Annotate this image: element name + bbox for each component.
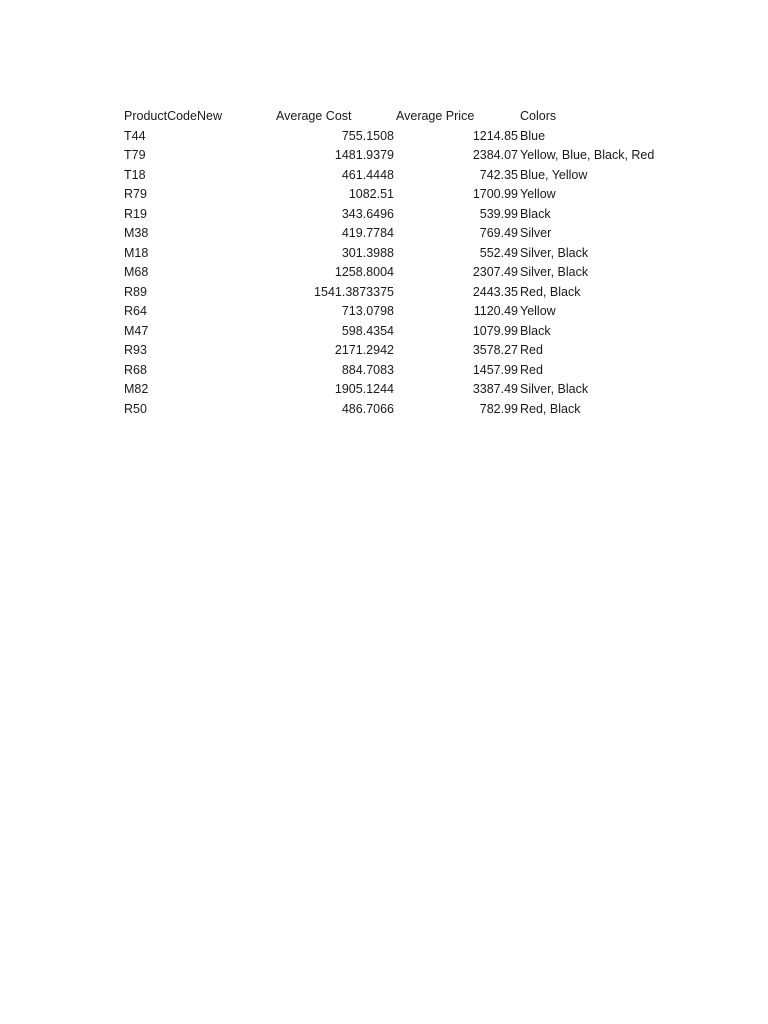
average-cost-cell: 461.4448 xyxy=(341,167,394,182)
header-product-code: ProductCodeNew xyxy=(124,109,222,123)
product-code-cell: T18 xyxy=(124,167,146,182)
product-code-cell: R79 xyxy=(124,187,147,201)
average-price-cell: 2307.49 xyxy=(472,265,518,279)
average-cost-cell: 884.7083 xyxy=(341,362,394,377)
average-cost-cell: 301.3988 xyxy=(341,245,394,260)
header-colors: Colors xyxy=(520,109,557,123)
colors-cell: Silver xyxy=(520,226,552,240)
colors-cell: Black xyxy=(520,323,551,338)
table-row xyxy=(124,205,698,225)
colors-cell: Yellow xyxy=(520,187,556,201)
table-row xyxy=(124,185,698,205)
table-row xyxy=(124,341,698,361)
header-average-cost: Average Cost xyxy=(276,109,352,123)
average-price-cell: 1700.99 xyxy=(472,187,518,201)
table-row xyxy=(124,400,698,420)
product-code-cell: M68 xyxy=(124,265,149,279)
product-code-cell: M38 xyxy=(124,226,149,240)
colors-cell: Blue xyxy=(520,128,546,143)
colors-cell: Yellow, Blue, Black, Red xyxy=(520,148,655,162)
product-code-cell: T44 xyxy=(124,128,146,143)
product-code-cell: T79 xyxy=(124,148,146,162)
colors-cell: Red xyxy=(520,362,543,377)
colors-cell: Yellow xyxy=(520,304,556,318)
product-code-cell: R19 xyxy=(124,206,147,221)
average-price-cell: 3578.27 xyxy=(472,343,518,357)
average-price-cell: 1457.99 xyxy=(472,362,518,377)
table-row xyxy=(124,302,698,322)
average-cost-cell: 419.7784 xyxy=(341,226,394,240)
colors-cell: Silver, Black xyxy=(520,245,589,260)
average-cost-cell: 1481.9379 xyxy=(334,148,394,162)
average-cost-cell: 1905.1244 xyxy=(334,382,394,396)
product-code-cell: R93 xyxy=(124,343,147,357)
average-price-cell: 2443.35 xyxy=(472,284,518,299)
table-row xyxy=(124,224,698,244)
average-price-cell: 2384.07 xyxy=(472,148,518,162)
table-row xyxy=(124,146,698,166)
colors-cell: Red xyxy=(520,343,543,357)
product-code-cell: M47 xyxy=(124,323,149,338)
average-cost-cell: 1082.51 xyxy=(348,187,394,201)
average-cost-cell: 486.7066 xyxy=(341,401,394,416)
table-row xyxy=(124,127,698,147)
average-cost-cell: 1541.3873375 xyxy=(314,284,394,299)
product-code-cell: R50 xyxy=(124,401,147,416)
colors-cell: Red, Black xyxy=(520,401,581,416)
average-cost-cell: 2171.2942 xyxy=(334,343,394,357)
header-average-price: Average Price xyxy=(396,109,475,123)
table-row xyxy=(124,322,698,342)
average-price-cell: 782.99 xyxy=(479,401,518,416)
average-cost-cell: 755.1508 xyxy=(341,128,394,143)
table-row xyxy=(124,361,698,381)
table-row xyxy=(124,263,698,283)
colors-cell: Blue, Yellow xyxy=(520,167,588,182)
colors-cell: Red, Black xyxy=(520,284,581,299)
average-cost-cell: 598.4354 xyxy=(341,323,394,338)
product-code-cell: R68 xyxy=(124,362,147,377)
table-row xyxy=(124,244,698,264)
average-price-cell: 742.35 xyxy=(479,167,518,182)
average-cost-cell: 343.6496 xyxy=(341,206,394,221)
average-price-cell: 539.99 xyxy=(479,206,518,221)
colors-cell: Black xyxy=(520,206,551,221)
product-code-cell: R89 xyxy=(124,284,147,299)
average-price-cell: 1214.85 xyxy=(472,128,518,143)
product-code-cell: M82 xyxy=(124,382,149,396)
product-table xyxy=(124,107,698,419)
average-price-cell: 552.49 xyxy=(479,245,518,260)
table-row xyxy=(124,166,698,186)
table-row xyxy=(124,380,698,400)
product-table-body xyxy=(124,107,698,419)
product-code-cell: M18 xyxy=(124,245,149,260)
table-row xyxy=(124,283,698,303)
average-cost-cell: 713.0798 xyxy=(341,304,394,318)
average-price-cell: 1079.99 xyxy=(472,323,518,338)
average-price-cell: 769.49 xyxy=(479,226,518,240)
product-code-cell: R64 xyxy=(124,304,147,318)
colors-cell: Silver, Black xyxy=(520,265,589,279)
header-row xyxy=(124,107,698,127)
average-price-cell: 1120.49 xyxy=(473,304,518,318)
colors-cell: Silver, Black xyxy=(520,382,589,396)
average-cost-cell: 1258.8004 xyxy=(334,265,394,279)
average-price-cell: 3387.49 xyxy=(472,382,518,396)
